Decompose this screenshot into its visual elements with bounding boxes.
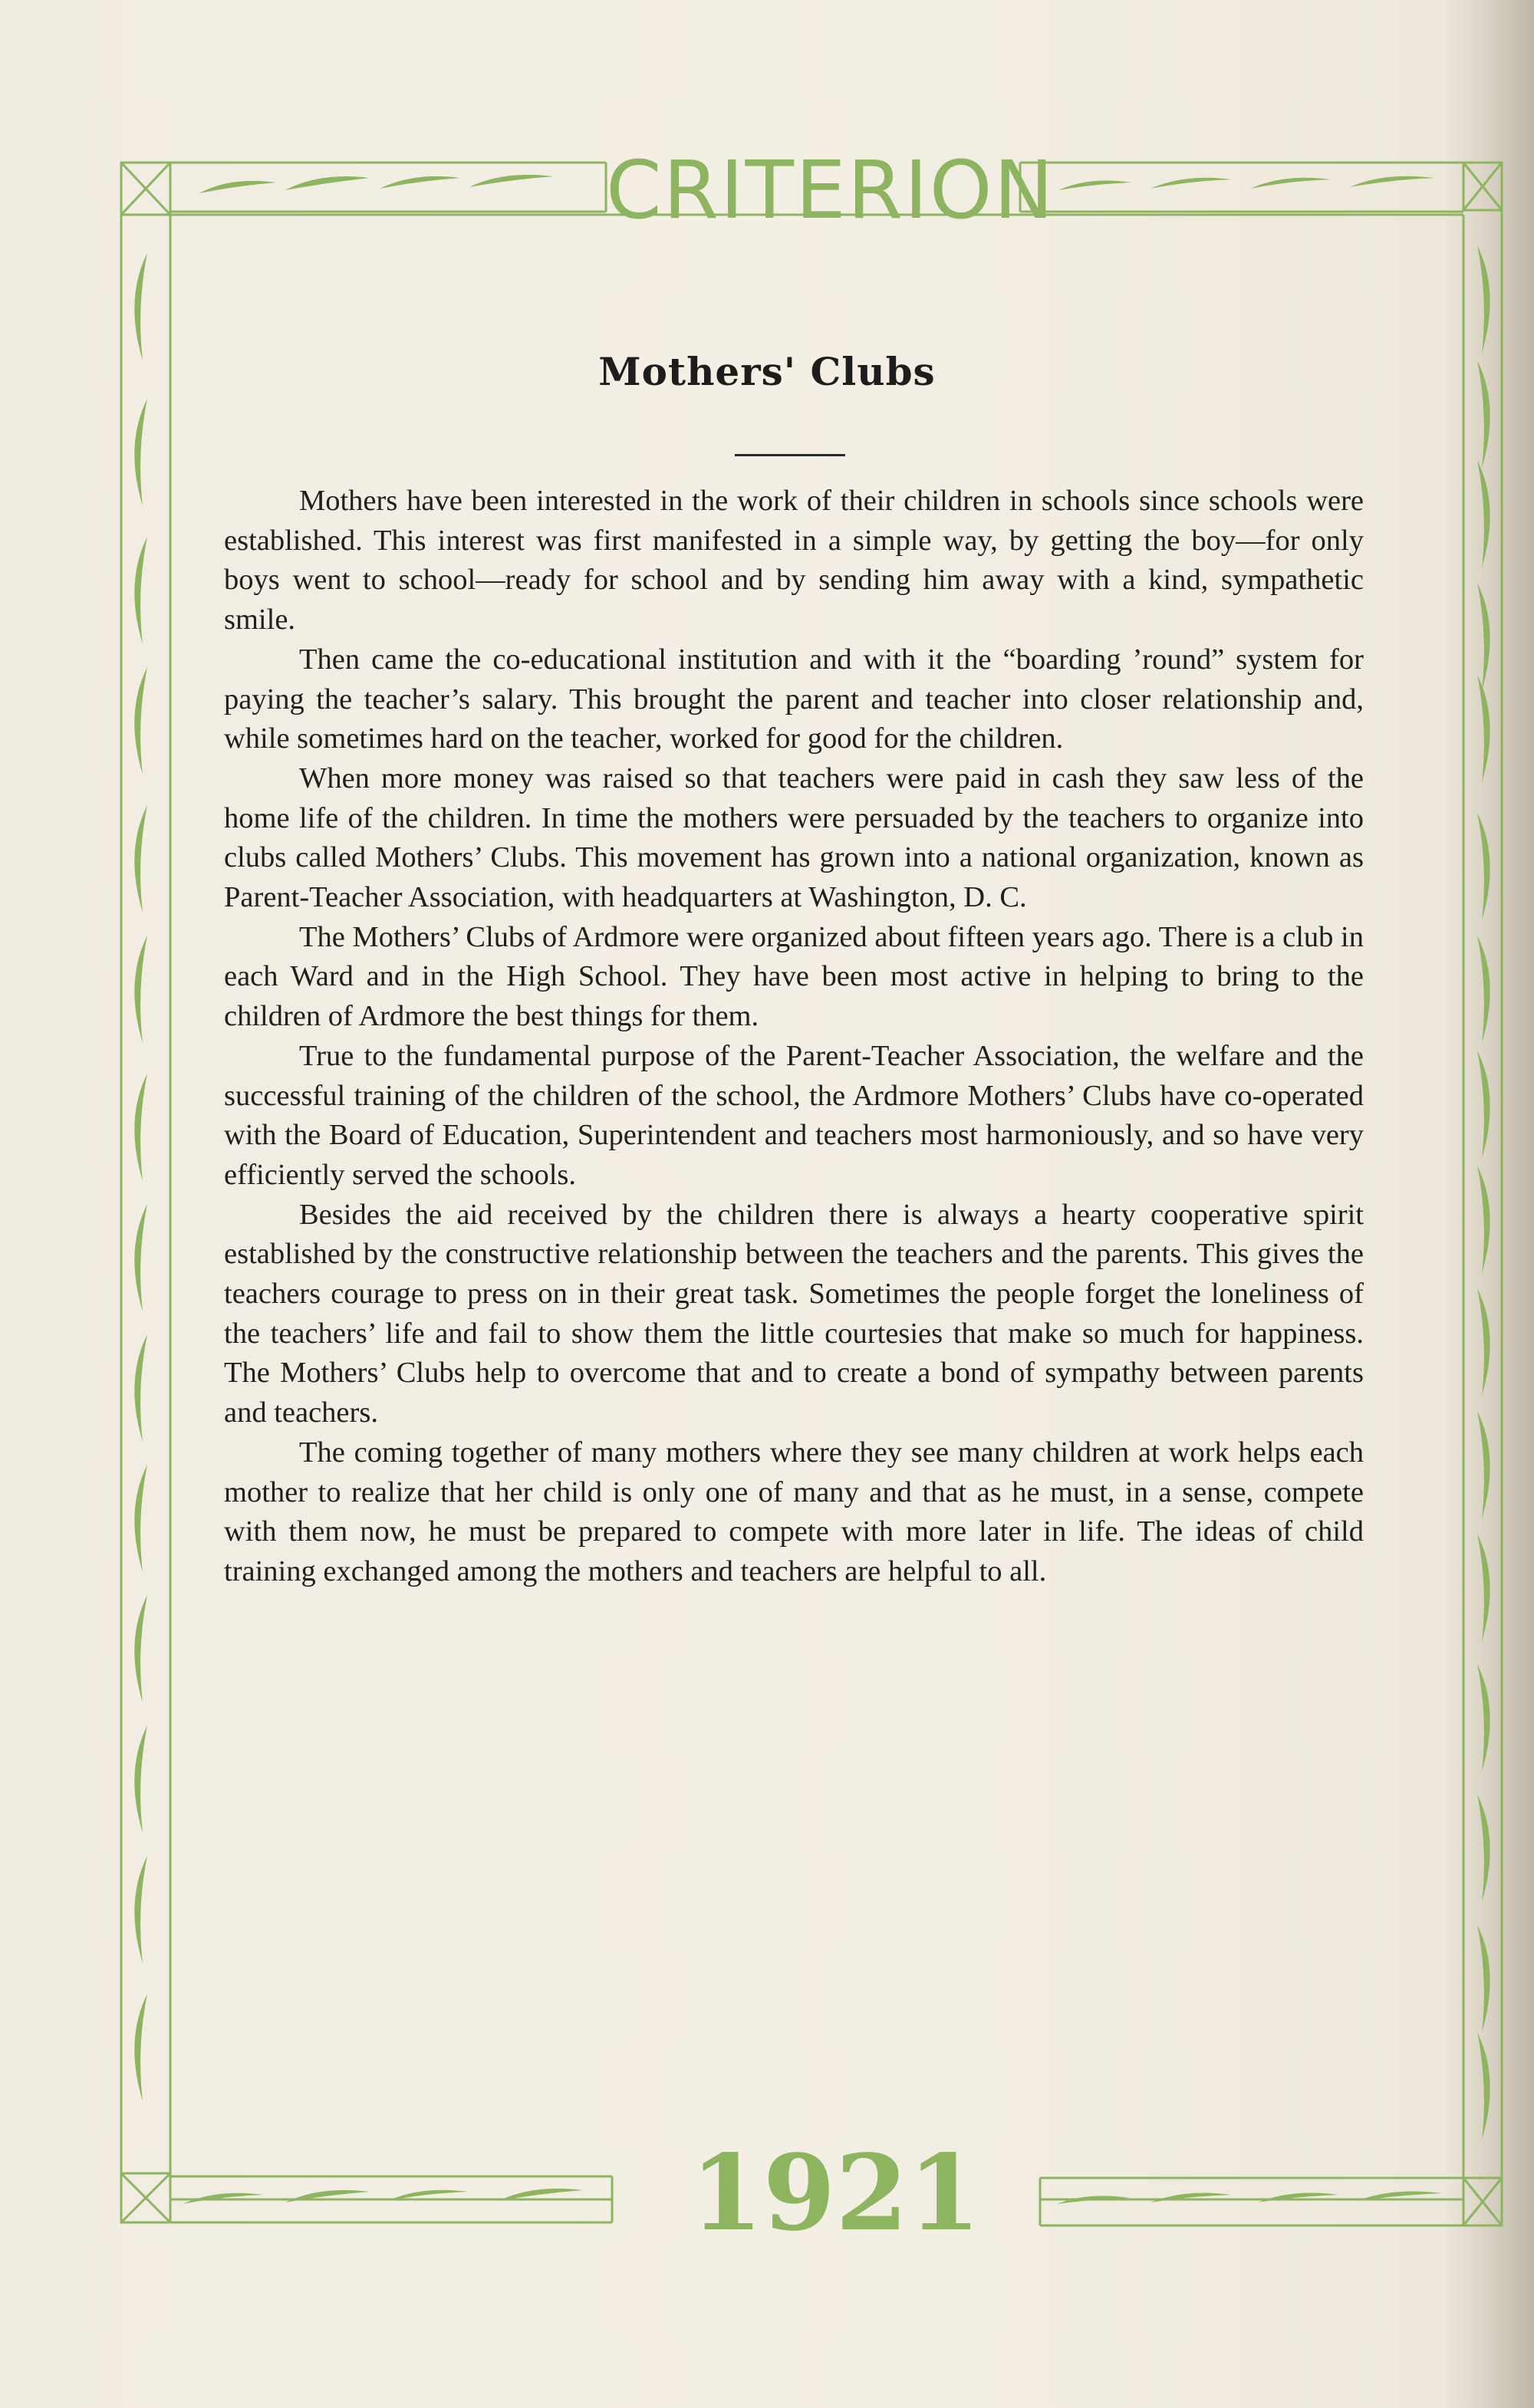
title-divider xyxy=(735,454,845,456)
paragraph-6: Besides the aid received by the children there is always a hearty cooperative spirit established by the constructive relationship between the teachers and the parents. This gives the teachers courage to press on in their great task. Sometimes the people forget the loneliness of the teachers’ life and fail to show them the little courtesies that make so much for happiness. The Mothers’ Clubs help to overcome that and to create a bond of sympathy between parents and teachers. xyxy=(224,1198,1364,1429)
masthead-title: CRITERION xyxy=(606,143,1055,237)
page-title: Mothers' Clubs xyxy=(598,349,936,394)
year-footer: 1921 xyxy=(690,2132,981,2255)
paragraph-2: Then came the co-educational institution and with it the “boarding ’round” system for paying the teacher’s salary. This brought the parent and teacher into closer relationship and, while sometimes hard on the teacher, worked for good for the children. xyxy=(224,643,1364,755)
paragraph-7: The coming together of many mothers where they see many children at work helps each mother to realize that her child is only one of many and that as he must, in a sense, compete with them now, he must be prepared to compete with more later in life. The ideas of child training exchanged among the mothers and teachers are helpful to all. xyxy=(224,1436,1364,1587)
article-body xyxy=(224,482,1364,1592)
paragraph-3: When more money was raised so that teachers were paid in cash they saw less of the home life of the children. In time the mothers were persuaded by the teachers to organize into clubs called Mothers’ Clubs. This movement has grown into a national organization, known as Parent-Teacher Association, with headquarters at Washington, D. C. xyxy=(224,762,1364,914)
paragraph-4: The Mothers’ Clubs of Ardmore were organized about fifteen years ago. There is a club in each Ward and in the High School. They have been most active in helping to bring to the children of Ardmore the best things for them. xyxy=(224,920,1364,1033)
paragraph-1: Mothers have been interested in the work of their children in schools since schools were established. This interest was first manifested in a simple way, by getting the boy—for only boys went to school—ready for school and by sending him away with a kind, sympathetic smile. xyxy=(224,485,1364,637)
paragraph-5: True to the fundamental purpose of the Parent-Teacher Association, the welfare and the successful training of the children of the school, the Ardmore Mothers’ Clubs have co-operated with the Board of Education, Superintendent and teachers most harmoniously, and so have very efficiently served the schools. xyxy=(224,1039,1364,1191)
